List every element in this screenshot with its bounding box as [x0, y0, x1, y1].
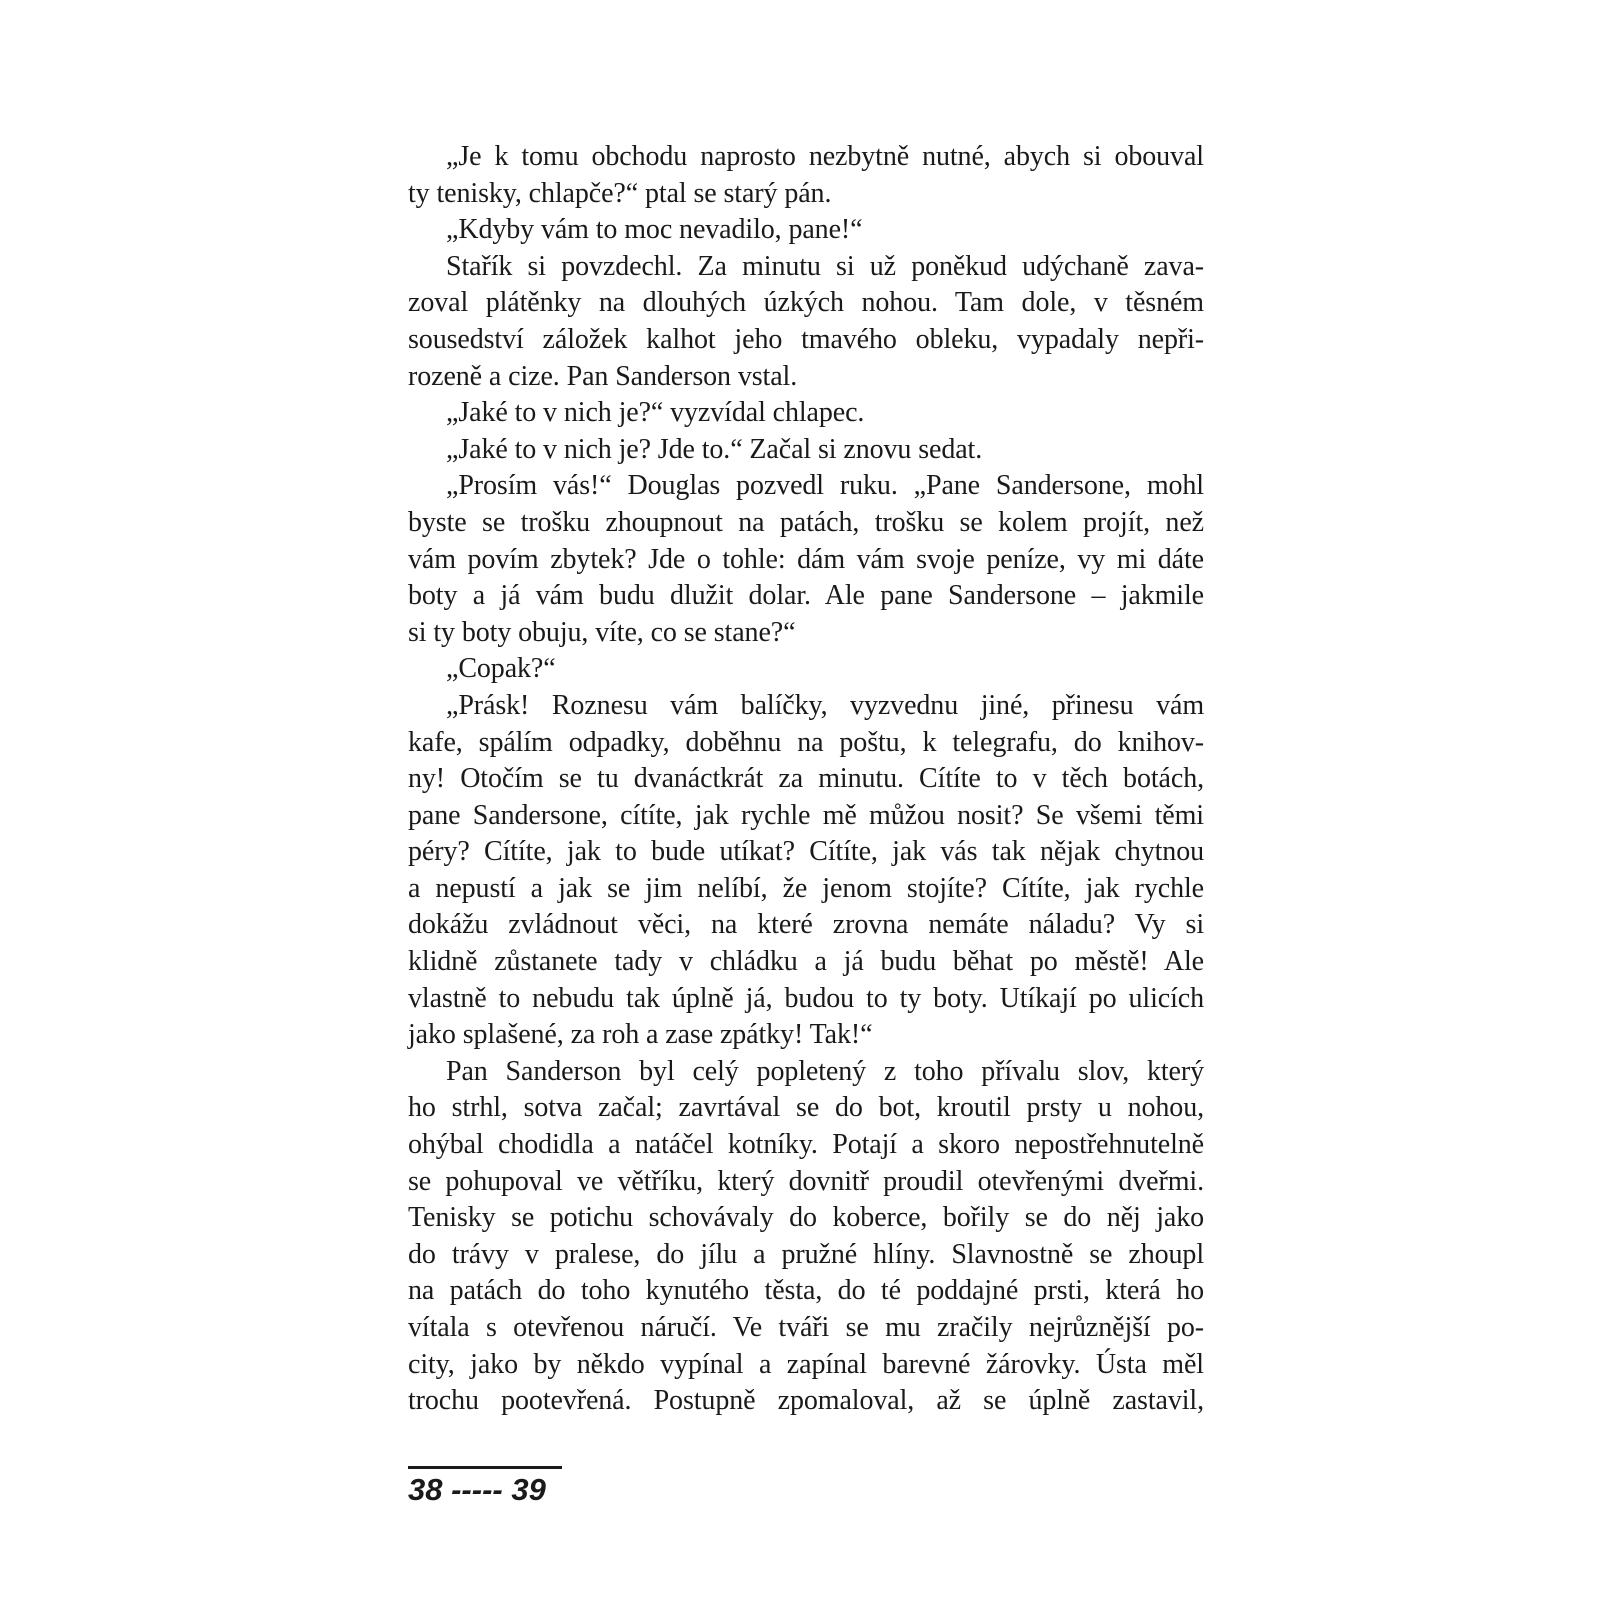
- text-line: Pan Sanderson byl celý popletený z toho přívalu slov, který: [446, 1055, 1204, 1087]
- text-line: kafe, spálím odpadky, doběhnu na poštu, k telegrafu, do knihov-: [408, 726, 1204, 758]
- text-line: „Je k tomu obchodu naprosto nezbytně nutné, abych si obouval: [446, 141, 1204, 172]
- text-line: ty tenisky, chlapče?“ ptal se starý pán.: [408, 177, 832, 209]
- text-line: do trávy v pralese, do jílu a pružné hlíny. Slavnostně se zhoupl: [408, 1238, 1204, 1270]
- text-line: klidně zůstanete tady v chládku a já budu běhat po městě! Ale: [408, 946, 1204, 978]
- text-line: zoval plátěnky na dlouhých úzkých nohou. Tam dole, v těsném: [408, 287, 1204, 319]
- text-line: dokážu zvládnout věci, na které zrovna nemáte náladu? Vy si: [408, 909, 1204, 941]
- text-line: vítala s otevřenou náručí. Ve tváři se mu zračily nejrůznější po-: [408, 1312, 1204, 1343]
- text-line: na patách do toho kynutého těsta, do té poddajné prsti, která ho: [408, 1275, 1204, 1307]
- text-line: Tenisky se potichu schovávaly do koberce, bořily se do něj jako: [408, 1202, 1204, 1234]
- text-line: jako splašené, za roh a zase zpátky! Tak!“: [408, 1019, 873, 1051]
- text-line: trochu pootevřená. Postupně zpomaloval, až se úplně zastavil,: [408, 1385, 1204, 1417]
- footer-rule: [408, 1466, 562, 1469]
- text-line: „Jaké to v nich je?“ vyzvídal chlapec.: [446, 397, 865, 429]
- text-line: rozeně a cize. Pan Sanderson vstal.: [408, 360, 798, 392]
- text-line: ny! Otočím se tu dvanáctkrát za minutu. Cítíte to v těch botách,: [408, 763, 1204, 795]
- body-text: [408, 139, 1204, 1420]
- text-line: ohýbal chodidla a natáčel kotníky. Potají a skoro nepostřehnutelně: [408, 1129, 1204, 1161]
- text-line: sousedství záložek kalhot jeho tmavého obleku, vypadaly nepři-: [408, 323, 1204, 355]
- text-line: byste se trošku zhoupnout na patách, trošku se kolem projít, než: [408, 506, 1204, 538]
- page-number: 38 ----- 39: [408, 1472, 546, 1507]
- text-line: „Jaké to v nich je? Jde to.“ Začal si znovu sedat.: [446, 433, 983, 465]
- text-line: ho strhl, sotva začal; zavrtával se do bot, kroutil prsty u nohou,: [408, 1092, 1204, 1124]
- text-line: vlastně to nebudu tak úplně já, budou to ty boty. Utíkají po ulicích: [408, 982, 1204, 1014]
- text-line: si ty boty obuju, víte, co se stane?“: [408, 616, 796, 648]
- text-line: Stařík si povzdechl. Za minutu si už poněkud udýchaně zava-: [446, 250, 1204, 282]
- text-line: „Copak?“: [446, 653, 556, 685]
- text-line: a nepustí a jak se jim nelíbí, že jenom stojíte? Cítíte, jak rychle: [408, 872, 1204, 904]
- text-line: city, jako by někdo vypínal a zapínal barevné žárovky. Ústa měl: [408, 1348, 1204, 1380]
- text-line: „Prásk! Roznesu vám balíčky, vyzvednu jiné, přinesu vám: [446, 689, 1204, 721]
- text-line: pane Sandersone, cítíte, jak rychle mě můžou nosit? Se všemi těmi: [408, 799, 1204, 831]
- text-line: se pohupoval ve větříku, který dovnitř proudil otevřenými dveřmi.: [408, 1165, 1204, 1197]
- text-line: boty a já vám budu dlužit dolar. Ale pane Sandersone – jakmile: [408, 580, 1204, 612]
- text-line: „Prosím vás!“ Douglas pozvedl ruku. „Pane Sandersone, mohl: [446, 470, 1204, 502]
- text-line: „Kdyby vám to moc nevadilo, pane!“: [446, 214, 863, 246]
- text-line: péry? Cítíte, jak to bude utíkat? Cítíte, jak vás tak nějak chytnou: [408, 836, 1204, 868]
- text-line: vám povím zbytek? Jde o tohle: dám vám svoje peníze, vy mi dáte: [408, 543, 1204, 575]
